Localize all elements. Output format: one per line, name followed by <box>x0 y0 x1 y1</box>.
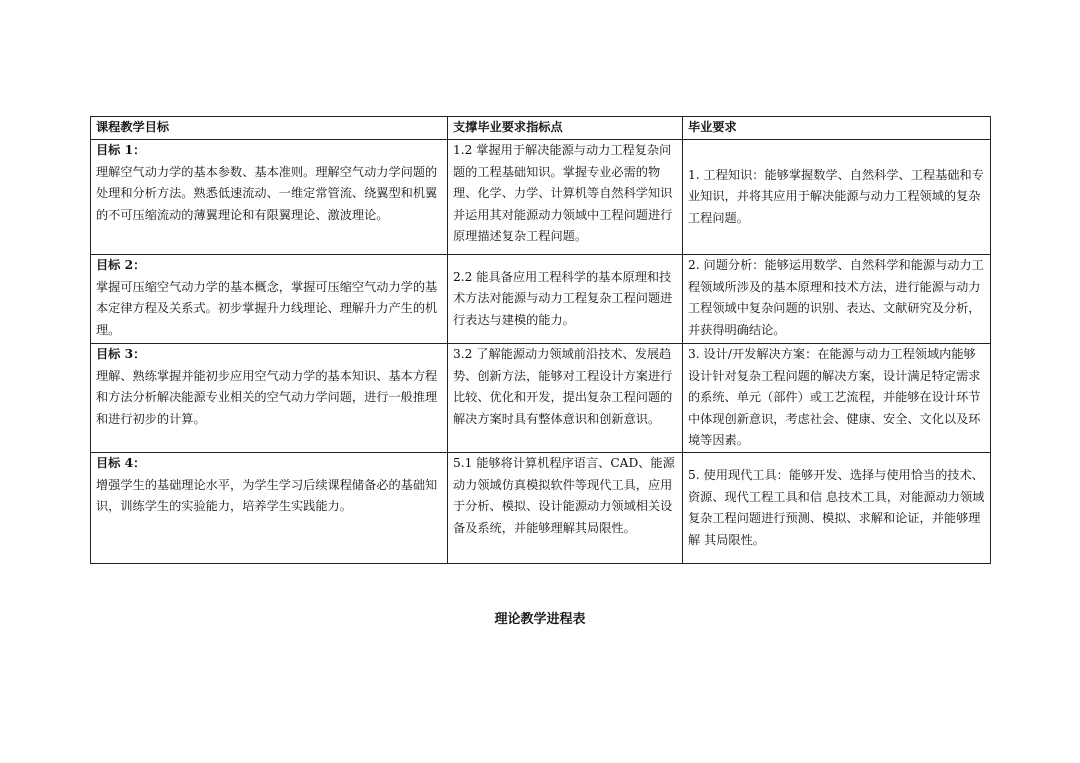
requirement-cell: 1. 工程知识：能够掌握数学、自然科学、工程基础和专业知识，并将其应用于解决能源与动力工程领域的复杂工程问题。 <box>683 140 991 255</box>
table-header-row <box>91 117 991 140</box>
requirement-cell: 5. 使用现代工具：能够开发、选择与使用恰当的技术、资源、现代工程工具和信 息技术工具，对能源动力领域复杂工程问题进行预测、模拟、求解和论证，并能够理解 其局限性。 <box>683 453 991 564</box>
header-graduation-requirement: 毕业要求 <box>683 117 991 140</box>
goal-label: 目标 1： <box>96 143 146 157</box>
goal-cell <box>91 453 448 564</box>
requirement-cell: 3. 设计/开发解决方案：在能源与动力工程领域内能够设计针对复杂工程问题的解决方案，设计满足特定需求的系统、单元（部件）或工艺流程，并能够在设计环节中体现创新意识，考虑社会、健康、安全、文化以及环境等因素。 <box>683 344 991 453</box>
goal-cell <box>91 255 448 344</box>
header-indicator: 支撑毕业要求指标点 <box>448 117 683 140</box>
goal-text: 理解空气动力学的基本参数、基本准则。理解空气动力学问题的处理和分析方法。熟悉低速流动、一维定常管流、绕翼型和机翼的不可压缩流动的薄翼理论和有限翼理论、激波理论。 <box>96 164 438 222</box>
table-row <box>91 344 991 453</box>
goal-text: 增强学生的基础理论水平，为学生学习后续课程储备必的基础知识，训练学生的实验能力，培养学生实践能力。 <box>96 477 438 513</box>
table-row <box>91 140 991 255</box>
section-title: 理论教学进程表 <box>494 612 586 627</box>
goal-label: 目标 3： <box>96 347 146 361</box>
requirement-cell: 2. 问题分析：能够运用数学、自然科学和能源与动力工程领域所涉及的基本原理和技术方法，进行能源与动力工程领域中复杂问题的识别、表达、文献研究及分析，并获得明确结论。 <box>683 255 991 344</box>
indicator-cell: 3.2 了解能源动力领域前沿技术、发展趋势、创新方法，能够对工程设计方案进行比较、优化和开发，提出复杂工程问题的解决方案时具有整体意识和创新意识。 <box>448 344 683 453</box>
goal-cell <box>91 344 448 453</box>
indicator-cell: 1.2 掌握用于解决能源与动力工程复杂问题的工程基础知识。掌握专业必需的物理、化学、力学、计算机等自然科学知识并运用其对能源动力领域中工程问题进行原理描述复杂工程问题。 <box>448 140 683 255</box>
indicator-cell: 5.1 能够将计算机程序语言、CAD、能源动力领域仿真模拟软件等现代工具，应用 于分析、模拟、设计能源动力领域相关设备及系统，并能够理解其局限性。 <box>448 453 683 564</box>
indicator-cell: 2.2 能具备应用工程科学的基本原理和技术方法对能源与动力工程复杂工程问题进行表达与建模的能力。 <box>448 255 683 344</box>
course-objectives-table <box>90 116 991 564</box>
table-row <box>91 255 991 344</box>
table-row <box>91 453 991 564</box>
goal-label: 目标 2： <box>96 258 146 272</box>
goal-label: 目标 4： <box>96 456 146 470</box>
header-course-objective: 课程教学目标 <box>91 117 448 140</box>
goal-cell <box>91 140 448 255</box>
goal-text: 掌握可压缩空气动力学的基本概念，掌握可压缩空气动力学的基本定律方程及关系式。初步掌握升力线理论、理解升力产生的机理。 <box>96 279 438 337</box>
goal-text: 理解、熟练掌握并能初步应用空气动力学的基本知识、基本方程和方法分析解决能源专业相关的空气动力学问题，进行一般推理和进行初步的计算。 <box>96 368 438 426</box>
